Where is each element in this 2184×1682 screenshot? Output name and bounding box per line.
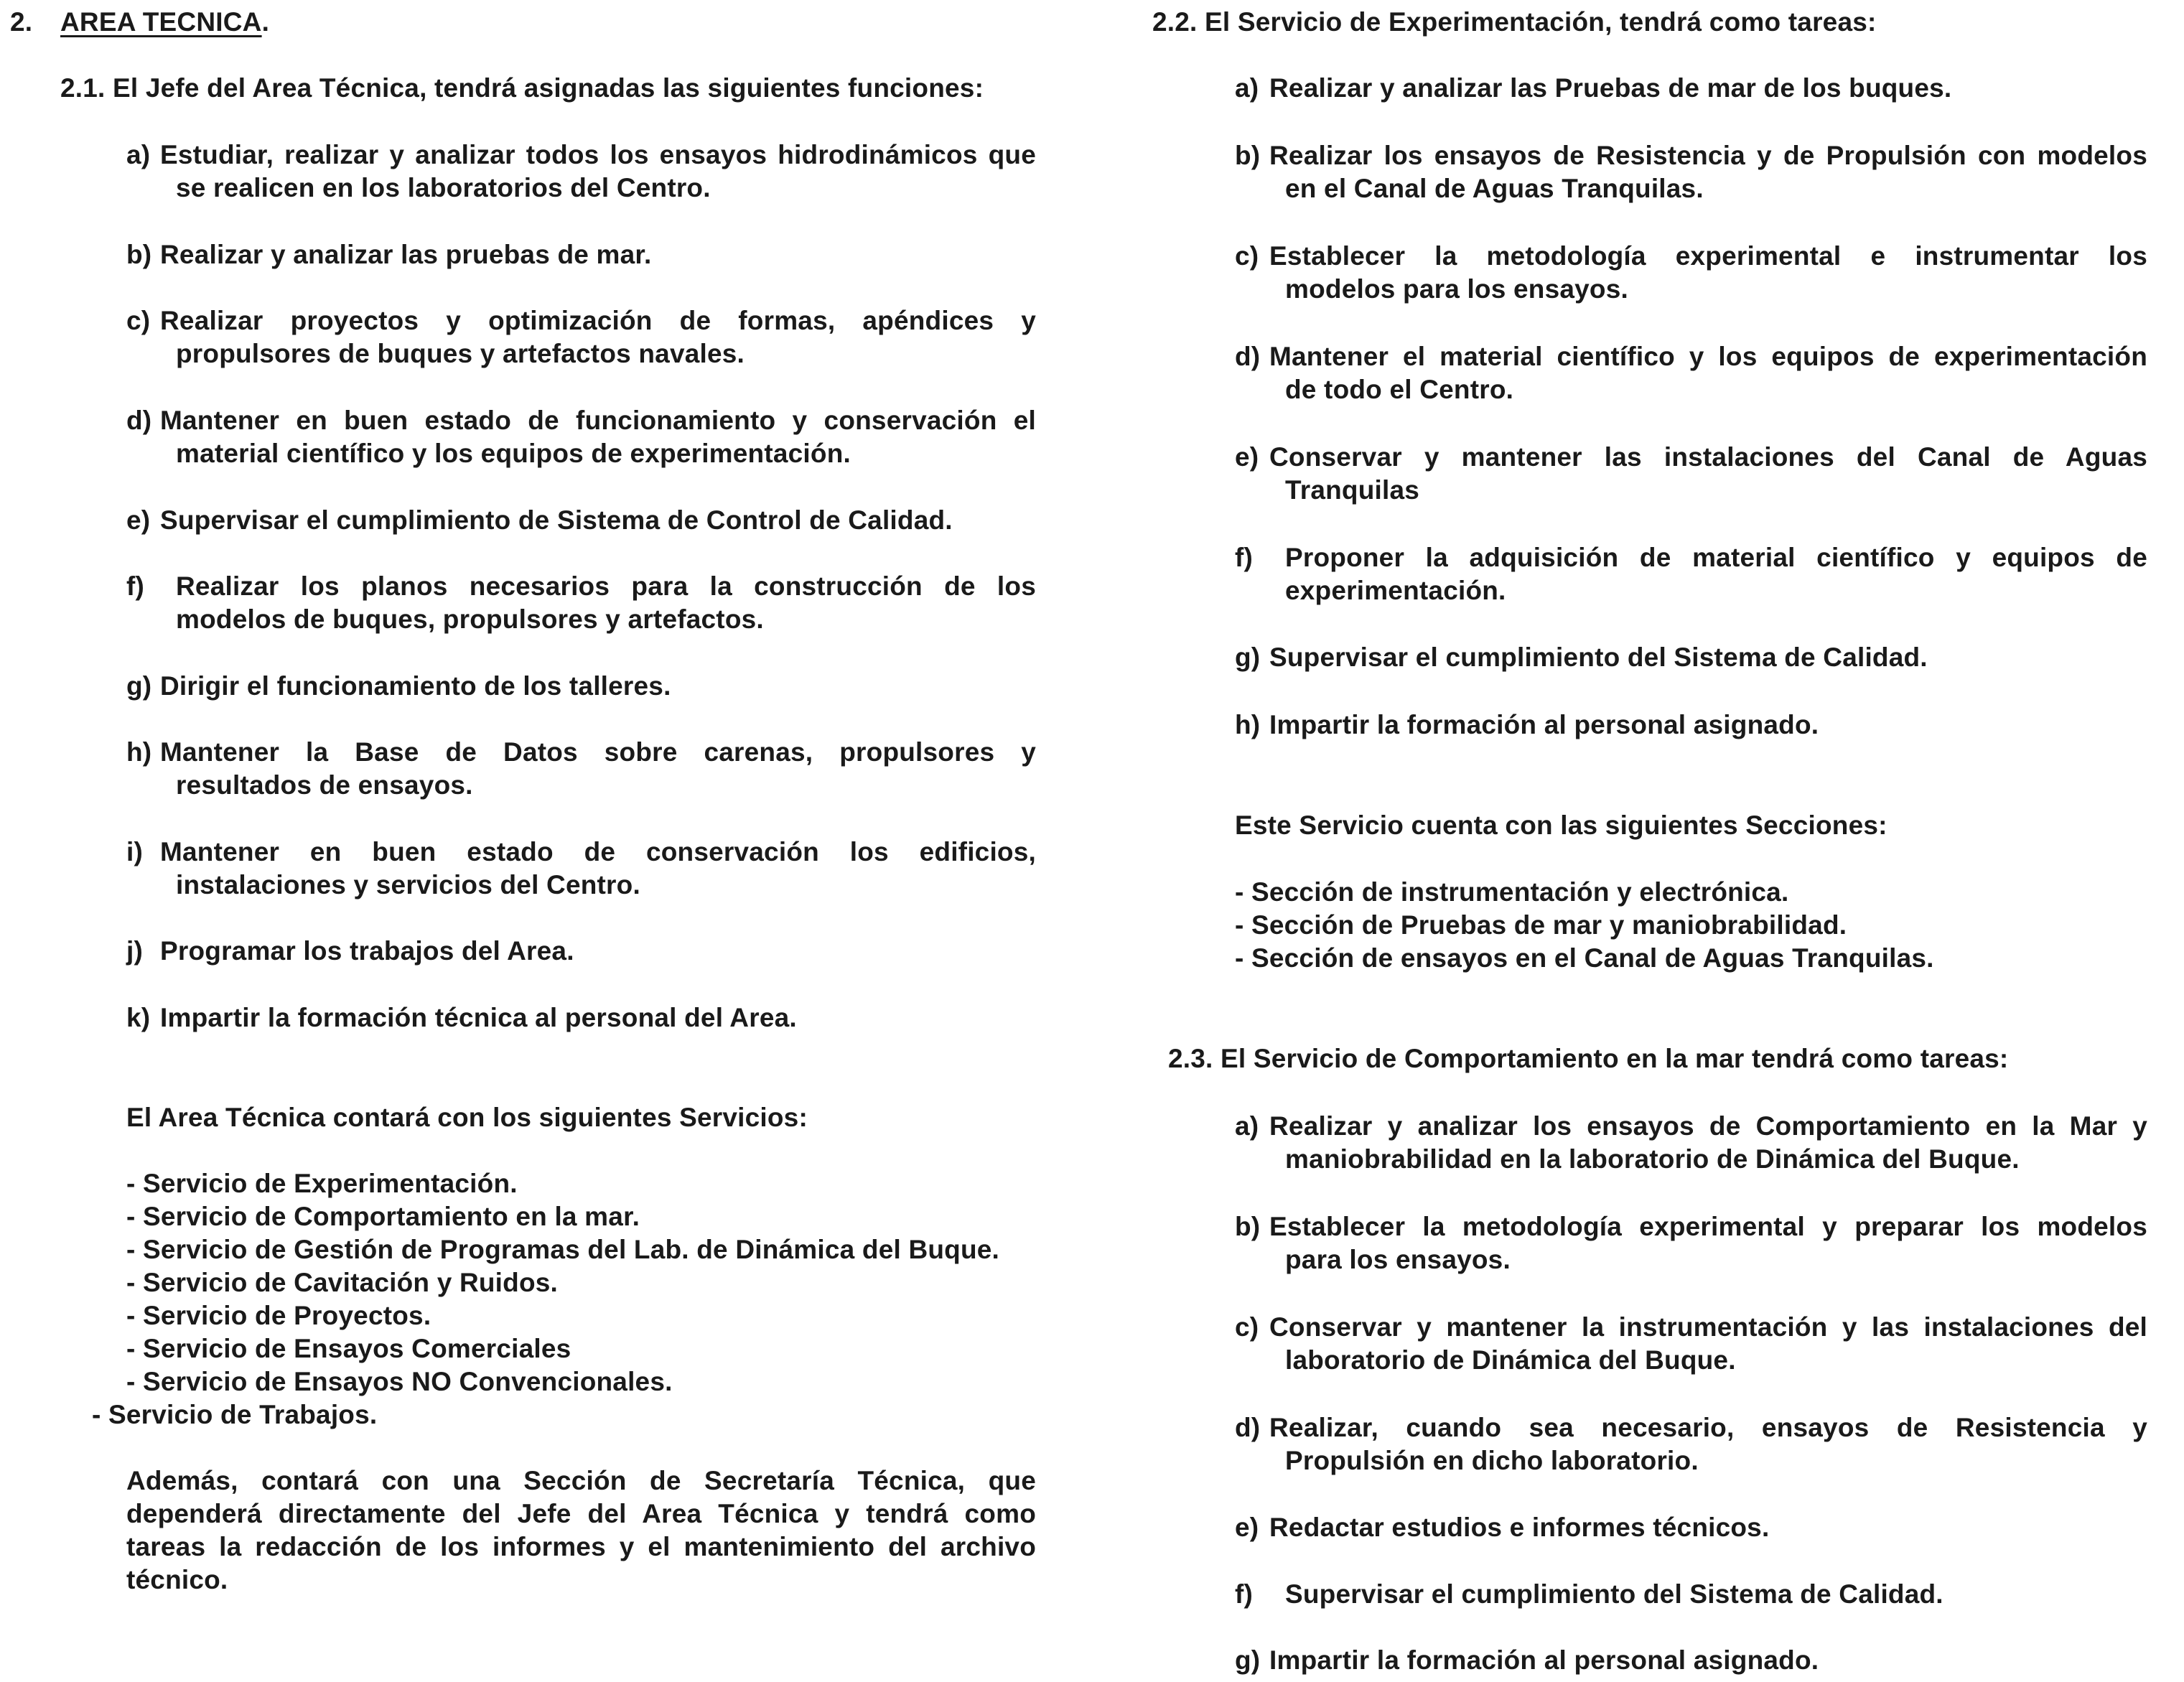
list-item-text: Proponer la adquisición de material científico y equipos de [1285,543,2147,572]
list-item: - Servicio de Ensayos Comerciales [126,1334,571,1363]
list-item-text: Realizar los planos necesarios para la construcción de los [176,571,1036,601]
list-item-text-cont: Propulsión en dicho laboratorio. [1285,1446,1699,1475]
list-item-letter: a) [126,140,151,169]
list-item-text-cont: Tranquilas [1285,475,1420,505]
list-item-text-cont: modelos para los ensayos. [1285,274,1628,304]
list-item-text: Realizar los ensayos de Resistencia y de Propulsión con modelos [1269,141,2147,170]
list-item-text-cont: modelos de buques, propulsores y artefactos. [176,604,764,634]
list-item-text-cont: para los ensayos. [1285,1245,1511,1274]
list-item: - Servicio de Gestión de Programas del Lab. de Dinámica del Buque. [126,1235,1000,1264]
list-item-letter: b) [126,240,152,269]
list-item-letter: c) [126,306,151,335]
list-item-text: Supervisar el cumplimiento de Sistema de Control de Calidad. [160,505,953,535]
list-item-text-cont: resultados de ensayos. [176,770,473,800]
paragraph-line: dependerá directamente del Jefe del Area Técnica y tendrá como [126,1499,1036,1528]
list-item-letter: a) [1235,73,1259,103]
list-item-text: Mantener en buen estado de funcionamiento y conservación el [160,406,1036,435]
list-item-text: Conservar y mantener la instrumentación y las instalaciones del [1269,1312,2147,1342]
list-item-text-cont: material científico y los equipos de experimentación. [176,439,851,468]
list-item-letter: g) [1235,643,1261,672]
subsection-2-1-heading: 2.1. El Jefe del Area Técnica, tendrá asignadas las siguientes funciones: [60,73,984,103]
list-item-letter: d) [126,406,152,435]
section-title-wrap [60,6,269,39]
list-item-text-cont: en el Canal de Aguas Tranquilas. [1285,174,1704,203]
list-item-text: Establecer la metodología experimental e instrumentar los [1269,241,2147,271]
list-item-text: Impartir la formación al personal asignado. [1269,1645,1819,1675]
list-item-letter: e) [1235,1513,1259,1542]
list-item-letter: e) [126,505,151,535]
list-item-text: Programar los trabajos del Area. [160,936,574,966]
list-item-text-cont: experimentación. [1285,576,1506,605]
list-item-text: Realizar y analizar las Pruebas de mar de los buques. [1269,73,1952,103]
list-item-text-cont: se realicen en los laboratorios del Centro. [176,173,711,202]
list-item-letter: c) [1235,241,1259,271]
list-item-letter: j) [126,936,144,966]
list-item-letter: g) [126,671,152,701]
list-item-text-cont: propulsores de buques y artefactos navales. [176,339,745,368]
list-item-text: Realizar, cuando sea necesario, ensayos de Resistencia y [1269,1413,2147,1442]
paragraph-line: Además, contará con una Sección de Secretaría Técnica, que [126,1466,1036,1495]
list-item-letter: d) [1235,342,1261,371]
list-item-text: Conservar y mantener las instalaciones del Canal de Aguas [1269,442,2147,472]
list-item-letter: i) [126,837,144,866]
list-item-text: Supervisar el cumplimiento del Sistema de Calidad. [1285,1579,1943,1609]
subsection-2-2-heading: 2.2. El Servicio de Experimentación, tendrá como tareas: [1152,7,1877,37]
list-item-letter: f) [1235,543,1254,572]
list-item: - Sección de instrumentación y electrónica. [1235,877,1789,907]
list-item-letter: b) [1235,141,1261,170]
list-item: - Servicio de Cavitación y Ruidos. [126,1268,559,1297]
list-item-text: Realizar proyectos y optimización de formas, apéndices y [160,306,1036,335]
list-item-letter: e) [1235,442,1259,472]
paragraph-line: tareas la redacción de los informes y el mantenimiento del archivo [126,1532,1036,1561]
section-title: AREA TECNICA [60,7,262,37]
section-title-suffix: . [261,7,270,37]
services-intro: El Area Técnica contará con los siguientes Servicios: [126,1103,808,1132]
list-item-text: Redactar estudios e informes técnicos. [1269,1513,1770,1542]
list-item-letter: k) [126,1003,151,1032]
list-item-letter: d) [1235,1413,1261,1442]
list-item-text: Mantener la Base de Datos sobre carenas, propulsores y [160,737,1036,767]
list-item-text: Realizar y analizar los ensayos de Comportamiento en la Mar y [1269,1111,2147,1141]
list-item: - Sección de ensayos en el Canal de Aguas Tranquilas. [1235,943,1934,973]
list-item: - Servicio de Trabajos. [92,1400,378,1429]
list-item-text: Realizar y analizar las pruebas de mar. [160,240,652,269]
list-item-text: Impartir la formación al personal asignado. [1269,710,1819,739]
list-item-letter: f) [1235,1579,1254,1609]
list-item: - Servicio de Experimentación. [126,1169,518,1198]
list-item-text-cont: maniobrabilidad en la laboratorio de Dinámica del Buque. [1285,1144,2020,1174]
list-item-text: Impartir la formación técnica al personal del Area. [160,1003,797,1032]
list-item-text: Dirigir el funcionamiento de los talleres. [160,671,671,701]
list-item-letter: b) [1235,1212,1261,1241]
list-item-letter: h) [1235,710,1261,739]
list-item: - Servicio de Comportamiento en la mar. [126,1202,640,1231]
list-item: - Servicio de Proyectos. [126,1301,431,1330]
list-item-letter: g) [1235,1645,1261,1675]
list-item-letter: h) [126,737,152,767]
list-item-letter: f) [126,571,145,601]
list-item-text: Estudiar, realizar y analizar todos los ensayos hidrodinámicos que [160,140,1036,169]
list-item-text: Mantener el material científico y los equipos de experimentación [1269,342,2147,371]
sections-intro: Este Servicio cuenta con las siguientes Secciones: [1235,810,1887,840]
subsection-2-3-heading: 2.3. El Servicio de Comportamiento en la mar tendrá como tareas: [1168,1044,2009,1073]
list-item-text-cont: de todo el Centro. [1285,375,1514,404]
list-item: - Servicio de Ensayos NO Convencionales. [126,1367,673,1396]
list-item-text: Mantener en buen estado de conservación los edificios, [160,837,1036,866]
list-item-text-cont: laboratorio de Dinámica del Buque. [1285,1345,1736,1375]
list-item-text-cont: instalaciones y servicios del Centro. [176,870,640,900]
section-number: 2. [10,7,33,37]
paragraph-line: técnico. [126,1565,228,1594]
list-item: - Sección de Pruebas de mar y maniobrabilidad. [1235,910,1847,940]
list-item-letter: c) [1235,1312,1259,1342]
list-item-text: Establecer la metodología experimental y preparar los modelos [1269,1212,2147,1241]
list-item-text: Supervisar el cumplimiento del Sistema de Calidad. [1269,643,1928,672]
list-item-letter: a) [1235,1111,1259,1141]
